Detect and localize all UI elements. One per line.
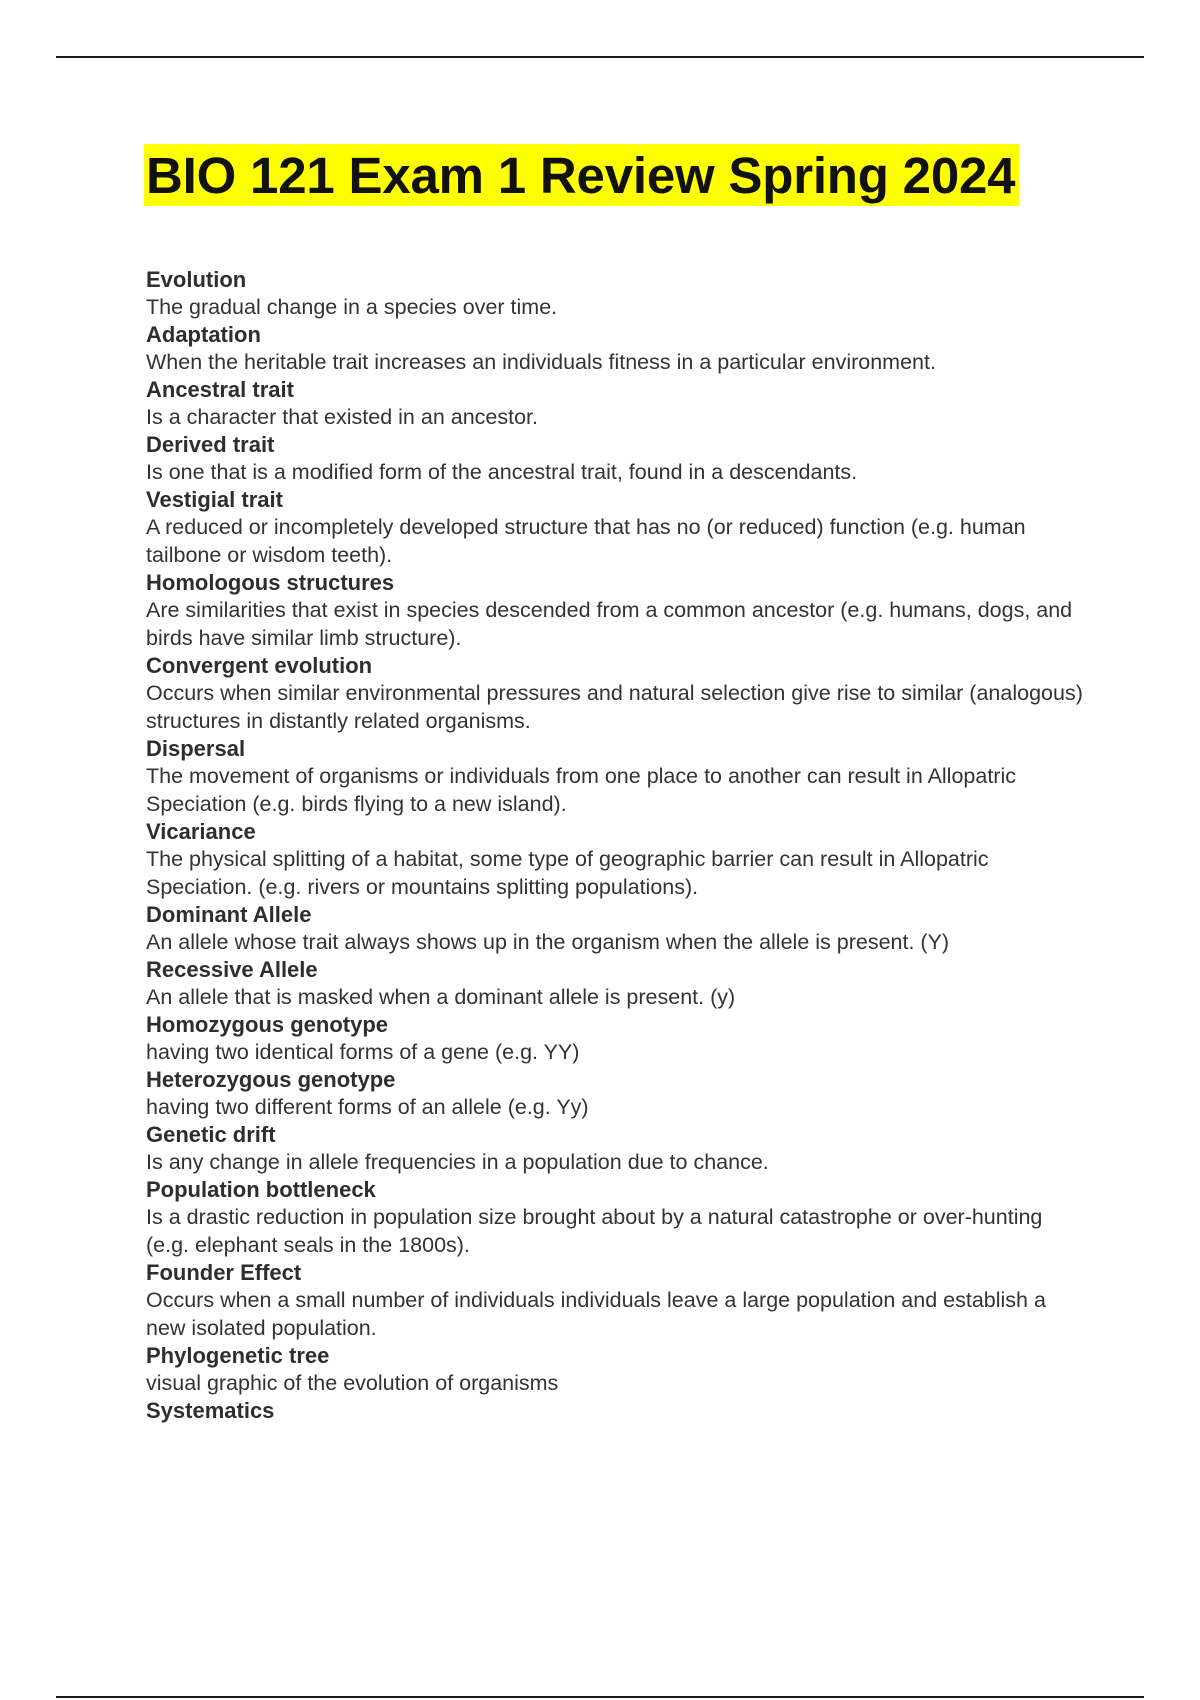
glossary-definition: having two different forms of an allele (e.g. Yy)	[146, 1095, 589, 1119]
glossary-entry	[146, 1066, 1086, 1121]
glossary-definition: When the heritable trait increases an individuals fitness in a particular environment.	[146, 350, 936, 374]
glossary-term: Vicariance	[146, 819, 256, 844]
glossary-definition: The physical splitting of a habitat, some type of geographic barrier can result in Allopatric Speciation. (e.g. rivers or mountains splitting populations).	[146, 847, 989, 899]
glossary-entry	[146, 735, 1086, 818]
glossary-term: Founder Effect	[146, 1260, 302, 1285]
glossary-entry	[146, 266, 1086, 321]
glossary-term: Convergent evolution	[146, 653, 373, 678]
glossary-entry	[146, 1176, 1086, 1259]
glossary-list	[146, 266, 1086, 1424]
glossary-definition: The gradual change in a species over time.	[146, 295, 558, 319]
glossary-entry	[146, 569, 1086, 652]
glossary-term: Evolution	[146, 267, 247, 292]
glossary-definition: Are similarities that exist in species descended from a common ancestor (e.g. humans, dogs, and birds have similar limb structure).	[146, 598, 1073, 650]
glossary-definition: visual graphic of the evolution of organisms	[146, 1371, 559, 1395]
glossary-entry	[146, 818, 1086, 901]
glossary-term: Ancestral trait	[146, 377, 294, 402]
glossary-term: Derived trait	[146, 432, 275, 457]
glossary-entry	[146, 1342, 1086, 1397]
glossary-term: Population bottleneck	[146, 1177, 376, 1202]
glossary-definition: An allele whose trait always shows up in the organism when the allele is present. (Y)	[146, 930, 950, 954]
glossary-definition: Is one that is a modified form of the ancestral trait, found in a descendants.	[146, 460, 858, 484]
glossary-definition: Is any change in allele frequencies in a population due to chance.	[146, 1150, 769, 1174]
glossary-entry	[146, 431, 1086, 486]
glossary-term: Phylogenetic tree	[146, 1343, 330, 1368]
glossary-entry	[146, 956, 1086, 1011]
glossary-definition: Is a drastic reduction in population size brought about by a natural catastrophe or over-hunting (e.g. elephant seals in the 1800s).	[146, 1205, 1043, 1257]
glossary-entry	[146, 1397, 1086, 1424]
glossary-definition: Occurs when similar environmental pressures and natural selection give rise to similar (analogous) structures in distantly related organisms.	[146, 681, 1083, 733]
glossary-entry	[146, 376, 1086, 431]
glossary-term: Genetic drift	[146, 1122, 276, 1147]
glossary-definition: Occurs when a small number of individuals individuals leave a large population and establish a new isolated population.	[146, 1288, 1046, 1340]
glossary-term: Homologous structures	[146, 570, 395, 595]
glossary-entry	[146, 321, 1086, 376]
glossary-entry	[146, 486, 1086, 569]
top-rule	[56, 56, 1144, 58]
glossary-entry	[146, 1121, 1086, 1176]
glossary-term: Homozygous genotype	[146, 1012, 389, 1037]
glossary-definition: A reduced or incompletely developed structure that has no (or reduced) function (e.g. human tailbone or wisdom teeth).	[146, 515, 1026, 567]
glossary-definition: having two identical forms of a gene (e.g. YY)	[146, 1040, 580, 1064]
glossary-definition: An allele that is masked when a dominant allele is present. (y)	[146, 985, 736, 1009]
glossary-definition: Is a character that existed in an ancestor.	[146, 405, 538, 429]
glossary-term: Vestigial trait	[146, 487, 283, 512]
glossary-term: Systematics	[146, 1398, 275, 1423]
glossary-entry	[146, 1259, 1086, 1342]
glossary-term: Heterozygous genotype	[146, 1067, 396, 1092]
glossary-entry	[146, 652, 1086, 735]
glossary-term: Dispersal	[146, 736, 246, 761]
title-block	[144, 144, 1019, 206]
glossary-entry	[146, 901, 1086, 956]
glossary-entry	[146, 1011, 1086, 1066]
glossary-term: Adaptation	[146, 322, 261, 347]
glossary-term: Dominant Allele	[146, 902, 312, 927]
document-title: BIO 121 Exam 1 Review Spring 2024	[144, 144, 1019, 206]
bottom-rule	[56, 1696, 1144, 1698]
glossary-term: Recessive Allele	[146, 957, 318, 982]
glossary-definition: The movement of organisms or individuals from one place to another can result in Allopatric Speciation (e.g. birds flying to a new island).	[146, 764, 1016, 816]
